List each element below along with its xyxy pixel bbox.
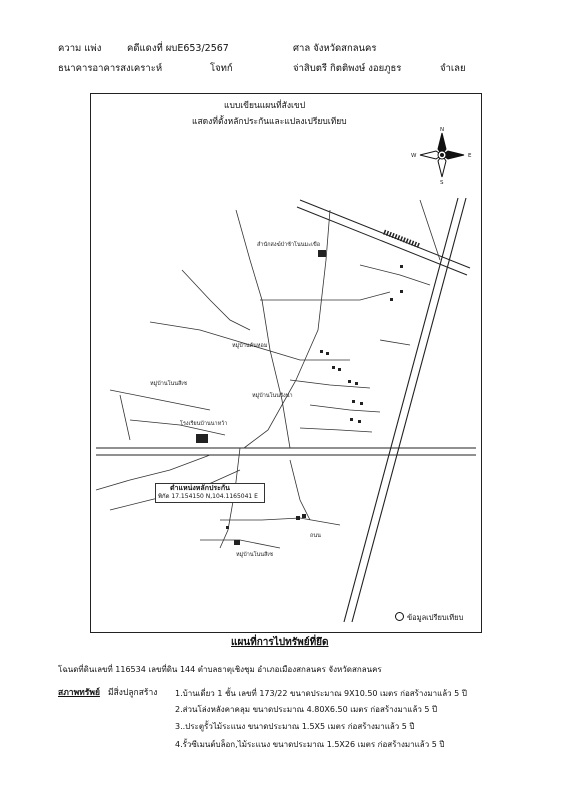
defendant-name: จ่าสิบตรี กิตติพงษ์ งอยภูธร [293,63,402,74]
defendant-role: จำเลย [440,63,466,74]
property-item-4: 4.รั้วซีเมนต์บล็อก,ไม้ระแนง ขนาดประมาณ 1.5X26 เมตร ก่อสร้างมาแล้ว 5 ปี [175,740,445,749]
comparison-legend-label: ข้อมูลเปรียบเทียบ [407,613,464,622]
collateral-coordinates: พิกัด 17.154150 N,104.1165041 E [158,493,258,500]
main-highway [344,198,466,622]
compass-south-label: S [440,180,444,186]
deed-line: โฉนดที่ดินเลขที่ 116534 เลขที่ดิน 144 ตำบลธาตุเชิงชุม อำเภอเมืองสกลนคร จังหวัดสกลนคร [58,665,382,674]
court-name: ศาล จังหวัดสกลนคร [293,43,377,54]
village-label-3: หมู่บ้านโนนสีเซ [150,381,188,387]
village-label-1: หมู่บ้านต้นหอม [232,343,268,349]
horizontal-road [96,448,476,455]
compass-north-label: N [440,127,445,133]
property-item-2: 2.ส่วนโล่งหลังคาคลุม ขนาดประมาณ 4.80X6.50 เมตร ก่อสร้างมาแล้ว 5 ปี [175,705,438,714]
road-marker-label: ถนน [310,533,321,539]
upper-road [297,200,470,275]
collateral-title: ตำแหน่งหลักประกัน [170,484,230,492]
case-number: คดีแดงที่ ผบE653/2567 [127,43,229,54]
village-label-4: หมู่บ้านโนนสีเซ [236,552,274,558]
school-label: โรงเรียนบ้านนาหว้า [180,421,228,427]
has-buildings-label: มีสิ่งปลูกสร้าง [108,688,158,698]
compass-icon [420,133,464,177]
property-item-1: 1.บ้านเดี่ยว 1 ชั้น เลขที่ 173/22 ขนาดประมาณ 9X10.50 เมตร ก่อสร้างมาแล้ว 5 ปี [175,689,467,698]
comparison-marker-icon [395,612,404,621]
compass-west-label: W [411,153,417,159]
plaintiff-name: ธนาคารอาคารสงเคราะห์ [58,63,163,74]
local-roads [96,200,440,548]
village-label-2: หมู่บ้านโนนรังนา [252,393,293,399]
map-caption: แผนที่การไปทรัพย์ที่ยึด [231,637,329,648]
property-label: สภาพทรัพย์ [58,688,100,698]
case-type: ความ แพ่ง [58,43,102,54]
compass-east-label: E [468,153,472,159]
temple-label: สำนักสงฆ์ป่าช้าโนนมะเขือ [257,242,321,248]
map-subtitle: แสดงที่ตั้งหลักประกันและแปลงเปรียบเทียบ [192,117,347,127]
property-item-3: 3..ประตูรั้วไม้ระแนง ขนาดประมาณ 1.5X5 เมตร ก่อสร้างมาแล้ว 5 ปี [175,722,415,731]
map-title: แบบเขียนแผนที่สังเขป [224,101,306,111]
plaintiff-role: โจทก์ [210,63,233,74]
